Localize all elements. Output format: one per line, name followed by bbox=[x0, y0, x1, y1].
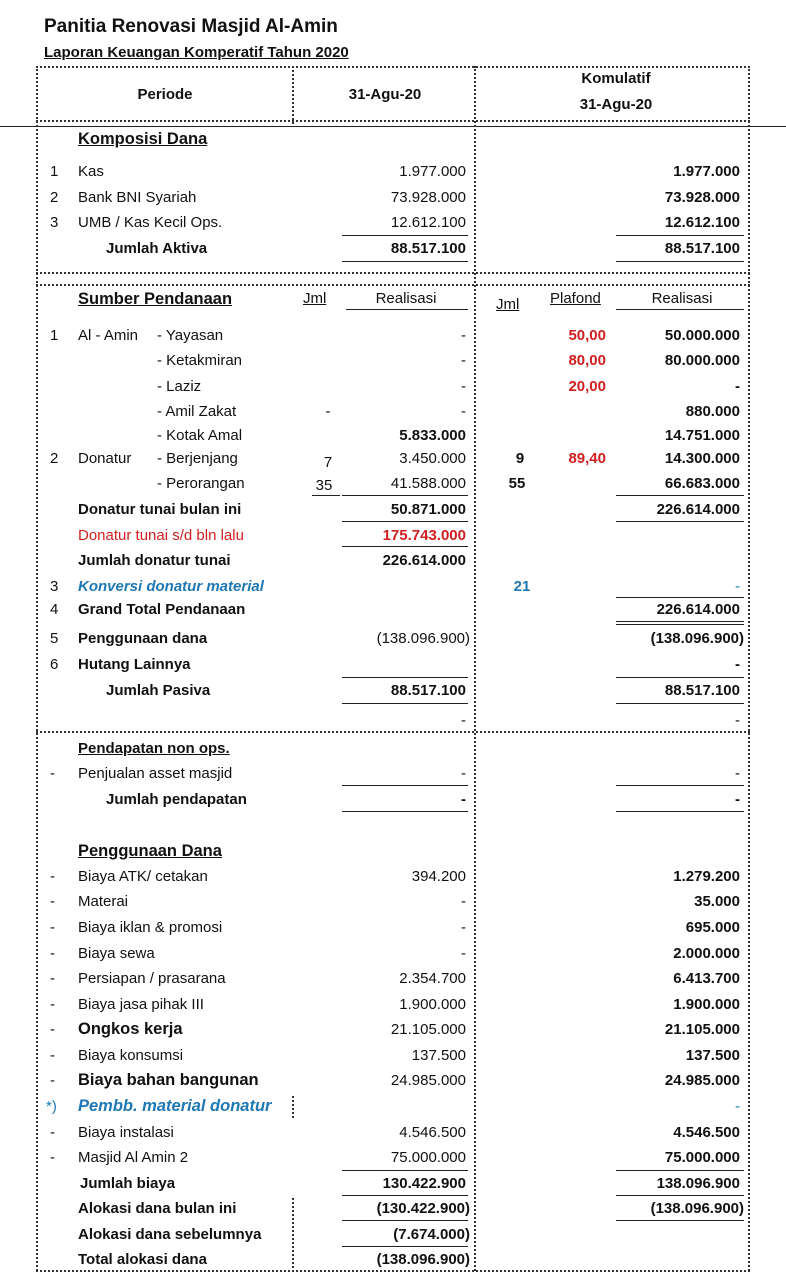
expense-label: Masjid Al Amin 2 bbox=[78, 1149, 189, 1166]
pendapatan-total-label: Jumlah pendapatan bbox=[106, 791, 247, 808]
hutang-cumulative: - bbox=[735, 656, 740, 673]
pasiva-cumulative: 88.517.100 bbox=[664, 682, 740, 699]
expense-no: - bbox=[50, 1021, 55, 1038]
komposisi-no: 2 bbox=[50, 189, 59, 206]
biaya-sum-line bbox=[342, 1170, 468, 1171]
material-cell-border bbox=[292, 1096, 294, 1118]
aktiva-total-cumulative: 88.517.100 bbox=[664, 240, 740, 257]
penggunaan-cumulative: (138.096.900) bbox=[650, 630, 744, 647]
page-crop-line bbox=[0, 126, 786, 127]
expense-no: - bbox=[50, 970, 55, 987]
source-value: 41.588.000 bbox=[390, 475, 466, 492]
report-subtitle: Laporan Keuangan Komperatif Tahun 2020 bbox=[44, 44, 349, 61]
jumlah-biaya-value: 130.422.900 bbox=[382, 1175, 466, 1192]
alokasi-value: (130.422.900) bbox=[376, 1200, 470, 1217]
expense-label: Biaya sewa bbox=[78, 945, 155, 962]
jumlah-biaya-label: Jumlah biaya bbox=[80, 1175, 176, 1192]
pendapatan-total-underline-cum bbox=[616, 811, 744, 812]
pendapatan-label: Penjualan asset masjid bbox=[78, 765, 233, 782]
tunai-lalu-label: Donatur tunai s/d bln lalu bbox=[78, 527, 244, 544]
expense-value: 1.900.000 bbox=[399, 996, 466, 1013]
source-plafond: 20,00 bbox=[568, 378, 606, 395]
komposisi-label: Kas bbox=[78, 163, 104, 180]
source-cumulative: - bbox=[735, 378, 740, 395]
expense-no: - bbox=[50, 1072, 55, 1089]
expense-cumulative: 1.279.200 bbox=[673, 868, 740, 885]
komposisi-no: 3 bbox=[50, 214, 59, 231]
pasiva-bottom-border bbox=[36, 731, 750, 733]
col-realisasi: Realisasi bbox=[375, 290, 437, 307]
komposisi-heading: Komposisi Dana bbox=[78, 130, 208, 148]
expense-no: - bbox=[50, 1124, 55, 1141]
expense-no: - bbox=[50, 919, 55, 936]
source-jml: 35 bbox=[315, 477, 333, 494]
expense-value: 137.500 bbox=[411, 1047, 466, 1064]
diff-cumulative: - bbox=[735, 712, 740, 729]
komposisi-cumulative: 1.977.000 bbox=[673, 163, 740, 180]
report-title: Panitia Renovasi Masjid Al-Amin bbox=[44, 16, 338, 37]
source-value: - bbox=[461, 327, 466, 344]
expense-no: - bbox=[50, 945, 55, 962]
alokasi-cumulative: (138.096.900) bbox=[650, 1200, 744, 1217]
expense-label: Biaya ATK/ cetakan bbox=[78, 868, 208, 885]
tunai-sum-line bbox=[342, 495, 468, 496]
komposisi-no: 1 bbox=[50, 163, 59, 180]
grand-cumulative: 226.614.000 bbox=[656, 601, 740, 618]
right-border bbox=[748, 66, 750, 1271]
source-plafond: 80,00 bbox=[568, 352, 606, 369]
col-realisasi2-underline bbox=[616, 309, 744, 310]
konversi-underline-cum bbox=[616, 597, 744, 598]
tunai-lalu-underline bbox=[342, 546, 468, 547]
source-label: - Ketakmiran bbox=[157, 352, 243, 369]
expense-cumulative: 2.000.000 bbox=[673, 945, 740, 962]
expense-value: 394.200 bbox=[411, 868, 466, 885]
pasiva-value: 88.517.100 bbox=[390, 682, 466, 699]
expense-cumulative: 137.500 bbox=[685, 1047, 740, 1064]
periode-divider bbox=[292, 66, 294, 124]
expense-no: - bbox=[50, 868, 55, 885]
source-value: 5.833.000 bbox=[399, 427, 466, 444]
tunai-lalu-value: 175.743.000 bbox=[382, 527, 466, 544]
penggunaan-no: 5 bbox=[50, 630, 59, 647]
pendapatan-sum-line-cum bbox=[616, 785, 744, 786]
header-bottom-border bbox=[36, 120, 750, 122]
pendapatan-total-cumulative: - bbox=[735, 791, 740, 808]
expense-value: 75.000.000 bbox=[390, 1149, 466, 1166]
expense-label: Pembb. material donatur bbox=[78, 1097, 272, 1115]
expense-cumulative: - bbox=[735, 1098, 740, 1115]
jml-sum-line bbox=[312, 495, 340, 496]
header-kumulatif-date: 31-Agu-20 bbox=[579, 96, 653, 113]
expense-cumulative: 75.000.000 bbox=[664, 1149, 740, 1166]
jumlah-tunai-value: 226.614.000 bbox=[382, 552, 466, 569]
source-label: - Laziz bbox=[157, 378, 202, 395]
komposisi-value: 73.928.000 bbox=[390, 189, 466, 206]
pendapatan-no: - bbox=[50, 765, 55, 782]
expense-value: 4.546.500 bbox=[399, 1124, 466, 1141]
konversi-no: 3 bbox=[50, 578, 59, 595]
header-date: 31-Agu-20 bbox=[348, 86, 422, 103]
donatur-no: 2 bbox=[50, 450, 59, 467]
source-value: - bbox=[461, 352, 466, 369]
expense-no: - bbox=[50, 996, 55, 1013]
penggunaan-heading: Penggunaan Dana bbox=[78, 842, 222, 860]
tunai-bulan-cumulative: 226.614.000 bbox=[656, 501, 740, 518]
col-plafond: Plafond bbox=[550, 290, 601, 307]
source-jml2: 55 bbox=[508, 475, 526, 492]
expense-label: Biaya bahan bangunan bbox=[78, 1071, 259, 1089]
expense-label: Biaya instalasi bbox=[78, 1124, 174, 1141]
expense-no: - bbox=[50, 1047, 55, 1064]
source-cumulative: 80.000.000 bbox=[664, 352, 740, 369]
expense-cumulative: 35.000 bbox=[694, 893, 740, 910]
hutang-label: Hutang Lainnya bbox=[78, 656, 191, 673]
expense-label: Ongkos kerja bbox=[78, 1020, 183, 1038]
total-alokasi-label: Total alokasi dana bbox=[78, 1251, 207, 1268]
pendapatan-total-value: - bbox=[461, 791, 466, 808]
source-value: 3.450.000 bbox=[399, 450, 466, 467]
tunai-bulan-label: Donatur tunai bulan ini bbox=[78, 501, 242, 518]
expense-cumulative: 6.413.700 bbox=[673, 970, 740, 987]
expense-label: Biaya konsumsi bbox=[78, 1047, 184, 1064]
aktiva-total-value: 88.517.100 bbox=[390, 240, 466, 257]
pasiva-label: Jumlah Pasiva bbox=[106, 682, 211, 699]
source-cumulative: 66.683.000 bbox=[664, 475, 740, 492]
expense-value: - bbox=[461, 919, 466, 936]
pendapatan-heading: Pendapatan non ops. bbox=[78, 740, 230, 757]
penggunaan-label: Penggunaan dana bbox=[78, 630, 208, 647]
source-jml2: 9 bbox=[515, 450, 525, 467]
expense-value: - bbox=[461, 945, 466, 962]
alamin-no: 1 bbox=[50, 327, 59, 344]
alokasi-label: Alokasi dana bulan ini bbox=[78, 1200, 237, 1217]
tunai-bulan-underline-cum bbox=[616, 521, 744, 522]
expense-no: - bbox=[50, 893, 55, 910]
col-realisasi-underline bbox=[346, 309, 468, 310]
expense-no: *) bbox=[46, 1098, 57, 1115]
expense-label: Persiapan / prasarana bbox=[78, 970, 226, 987]
source-label: - Perorangan bbox=[157, 475, 245, 492]
pendapatan-value: - bbox=[461, 765, 466, 782]
komposisi-cumulative: 73.928.000 bbox=[664, 189, 740, 206]
donatur-group: Donatur bbox=[78, 450, 132, 467]
source-label: - Yayasan bbox=[157, 327, 224, 344]
tunai-bulan-value: 50.871.000 bbox=[390, 501, 466, 518]
source-value: - bbox=[461, 378, 466, 395]
sebelumnya-underline bbox=[342, 1246, 468, 1247]
jumlah-biaya-cumulative: 138.096.900 bbox=[656, 1175, 740, 1192]
pendapatan-cumulative: - bbox=[735, 765, 740, 782]
alamin-group: Al - Amin bbox=[78, 327, 139, 344]
expense-value: - bbox=[461, 893, 466, 910]
left-border bbox=[36, 66, 38, 1271]
alokasi-underline-cum bbox=[616, 1220, 744, 1221]
jumlah-biaya-underline-cum bbox=[616, 1195, 744, 1196]
pasiva-sum-line bbox=[342, 677, 468, 678]
aktiva-total-underline-cum bbox=[616, 261, 744, 262]
aktiva-bottom-border bbox=[36, 272, 750, 274]
konversi-cumulative: - bbox=[735, 578, 740, 595]
komposisi-value: 1.977.000 bbox=[399, 163, 466, 180]
sebelumnya-label: Alokasi dana sebelumnya bbox=[78, 1226, 262, 1243]
pendapatan-sum-line bbox=[342, 785, 468, 786]
aktiva-total-label: Jumlah Aktiva bbox=[106, 240, 208, 257]
header-periode: Periode bbox=[137, 86, 193, 103]
source-plafond: 50,00 bbox=[568, 327, 606, 344]
komposisi-cumulative: 12.612.100 bbox=[664, 214, 740, 231]
tunai-sum-line-cum bbox=[616, 495, 744, 496]
komposisi-value: 12.612.100 bbox=[390, 214, 466, 231]
table-top-border bbox=[36, 66, 750, 68]
col-jml: Jml bbox=[303, 290, 327, 307]
expense-value: 2.354.700 bbox=[399, 970, 466, 987]
expense-no: - bbox=[50, 1149, 55, 1166]
pasiva-underline-cum bbox=[616, 703, 744, 704]
expense-cumulative: 695.000 bbox=[685, 919, 740, 936]
expense-label: Biaya iklan & promosi bbox=[78, 919, 223, 936]
source-cumulative: 880.000 bbox=[685, 403, 740, 420]
alokasi-underline bbox=[342, 1220, 468, 1221]
source-jml: 7 bbox=[323, 454, 333, 471]
expense-label: Materai bbox=[78, 893, 129, 910]
source-jml: - bbox=[325, 403, 331, 420]
tunai-bulan-underline bbox=[342, 521, 468, 522]
source-plafond: 89,40 bbox=[568, 450, 606, 467]
komposisi-label: UMB / Kas Kecil Ops. bbox=[78, 214, 223, 231]
alokasi-cell-border bbox=[292, 1198, 294, 1272]
pasiva-sum-line-cum bbox=[616, 677, 744, 678]
col-jml2: Jml bbox=[496, 296, 520, 313]
expense-cumulative: 21.105.000 bbox=[664, 1021, 740, 1038]
jumlah-biaya-underline bbox=[342, 1195, 468, 1196]
date-divider bbox=[474, 66, 476, 1271]
expense-cumulative: 1.900.000 bbox=[673, 996, 740, 1013]
biaya-sum-line-cum bbox=[616, 1170, 744, 1171]
penggunaan-value: (138.096.900) bbox=[376, 630, 470, 647]
source-value: - bbox=[461, 403, 466, 420]
aktiva-total-underline bbox=[342, 261, 468, 262]
source-cumulative: 14.300.000 bbox=[664, 450, 740, 467]
source-label: - Berjenjang bbox=[157, 450, 238, 467]
col-realisasi2: Realisasi bbox=[651, 290, 713, 307]
source-cumulative: 14.751.000 bbox=[664, 427, 740, 444]
expense-value: 24.985.000 bbox=[390, 1072, 466, 1089]
grand-no: 4 bbox=[50, 601, 59, 618]
table-bottom-border bbox=[36, 1270, 750, 1272]
aktiva-sum-line bbox=[342, 235, 468, 236]
aktiva-sum-line-cum bbox=[616, 235, 744, 236]
expense-value: 21.105.000 bbox=[390, 1021, 466, 1038]
source-label: - Kotak Amal bbox=[157, 427, 243, 444]
total-alokasi-value: (138.096.900) bbox=[376, 1251, 470, 1268]
source-cumulative: 50.000.000 bbox=[664, 327, 740, 344]
grand-label: Grand Total Pendanaan bbox=[78, 601, 246, 618]
expense-label: Biaya jasa pihak III bbox=[78, 996, 204, 1013]
sumber-top-border bbox=[36, 284, 750, 286]
konversi-label: Konversi donatur material bbox=[78, 578, 264, 595]
jumlah-tunai-label: Jumlah donatur tunai bbox=[78, 552, 231, 569]
diff-value: - bbox=[461, 712, 466, 729]
konversi-jml2: 21 bbox=[513, 578, 531, 595]
sebelumnya-value: (7.674.000) bbox=[393, 1226, 470, 1243]
hutang-no: 6 bbox=[50, 656, 59, 673]
grand-underline-2 bbox=[616, 624, 744, 625]
pendapatan-total-underline bbox=[342, 811, 468, 812]
expense-cumulative: 4.546.500 bbox=[673, 1124, 740, 1141]
grand-underline-1 bbox=[616, 621, 744, 622]
header-kumulatif: Komulatif bbox=[581, 70, 651, 87]
expense-cumulative: 24.985.000 bbox=[664, 1072, 740, 1089]
sumber-heading: Sumber Pendanaan bbox=[78, 290, 233, 308]
pasiva-underline bbox=[342, 703, 468, 704]
komposisi-label: Bank BNI Syariah bbox=[78, 189, 197, 206]
source-label: - Amil Zakat bbox=[157, 403, 237, 420]
